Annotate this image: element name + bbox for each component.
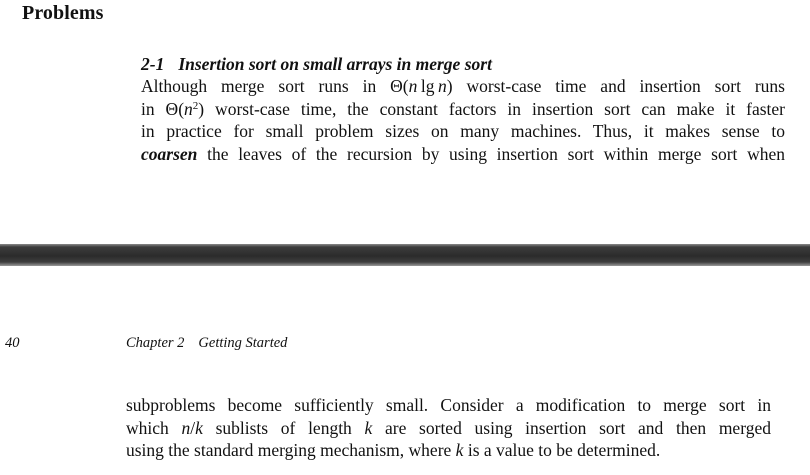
text-line: in practice for small problem sizes on many machines. Thus, it makes sense to — [141, 121, 785, 141]
continued-text — [126, 394, 771, 462]
text-line: using the standard merging mechanism, where k is a value to be determined. — [126, 440, 661, 460]
text-line: in $\Theta(n^2)$ worst-case time, the constant factors in insertion sort can make it faster — [141, 98, 785, 119]
problem-number: 2-1 — [141, 54, 165, 74]
text-line: subproblems become sufficiently small. Consider a modification to merge sort in — [126, 395, 771, 415]
problem-heading — [141, 54, 492, 75]
section-title: Problems — [22, 2, 104, 24]
text-line: Although merge sort runs in Θ(n lg n) worst-case time and insertion sort runs — [141, 76, 785, 96]
page-number: 40 — [5, 335, 20, 351]
text-line: coarsen the leaves of the recursion by using insertion sort within merge sort when — [141, 143, 785, 164]
problem-text — [141, 75, 785, 165]
text-line: which n/k sublists of length k are sorted using insertion sort and then merged — [126, 417, 771, 438]
running-head — [126, 335, 287, 352]
problem-title: Insertion sort on small arrays in merge sort — [178, 54, 492, 74]
chapter-label: Chapter 2 — [126, 335, 185, 351]
page-divider — [0, 244, 810, 266]
chapter-title: Getting Started — [198, 335, 288, 351]
